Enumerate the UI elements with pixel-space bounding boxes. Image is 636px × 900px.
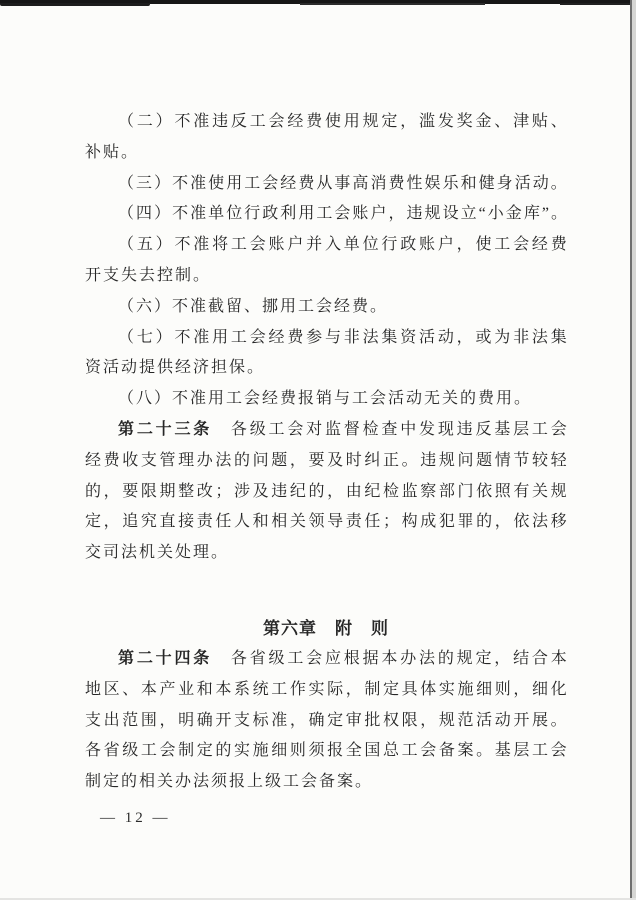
text-line-article-23: 第 二 十 三 条 各 级 工 会 对 监 督 检 查 中 发 现 违 反 基 层 工 会 [118, 420, 567, 438]
text-line-article-24: 第 二 十 四 条 各 省 级 工 会 应 根 据 本 办 法 的 规 定 ， 结 合 本 [118, 649, 567, 667]
text-line-item-6: （六）不准截留、挪用工会经费。 [118, 297, 389, 315]
text-line: 补贴。 [85, 143, 140, 161]
text-line: 地 区 、 本 产 业 和 本 系 统 工 作 实 际 ， 制 定 具 体 实 施 细 则 ， 细 化 [85, 680, 567, 698]
text-line-item-4: （ 四 ） 不 准 单 位 行 政 利 用 工 会 账 户 ， 违 规 设 立 “ 小 金 库 ” 。 [118, 205, 567, 223]
text-line: 支 出 范 围 ， 明 确 开 支 标 准 ， 确 定 审 批 权 限 ， 规 范 活 动 开 展 。 [85, 711, 567, 729]
document-body [85, 107, 567, 798]
scan-artifact-top-blob [560, 3, 636, 5]
scan-artifact-top-blob [300, 3, 485, 5]
text-line: 资活动提供经济担保。 [85, 359, 266, 377]
scan-artifact-right-strip [632, 0, 636, 900]
text-line: 制定的相关办法须报上级工会备案。 [85, 773, 374, 791]
chapter-heading: 第六章 附 则 [263, 618, 389, 638]
text-line: 开支失去控制。 [85, 266, 212, 284]
page-number: — 12 — [100, 810, 171, 826]
text-line: 各 省 级 工 会 制 定 的 实 施 细 则 须 报 全 国 总 工 会 备 案 。 基 层 工 会 [85, 742, 567, 760]
scan-artifact-top-blob [0, 3, 150, 6]
text-line: 的 ， 要 限 期 整 改 ； 涉 及 违 纪 的 ， 由 纪 检 监 察 部 门 依 照 有 关 规 [85, 482, 567, 500]
scan-artifact-right-edge [630, 0, 632, 900]
text-line-item-3: （ 三 ） 不 准 使 用 工 会 经 费 从 事 高 消 费 性 娱 乐 和 健 身 活 动 。 [118, 174, 567, 192]
text-line: 交司法机关处理。 [85, 544, 230, 562]
text-line-item-7: （ 七 ） 不 准 用 工 会 经 费 参 与 非 法 集 资 活 动 ， 或 为 非 法 集 [118, 328, 567, 346]
text-line: 定 ， 追 究 直 接 责 任 人 和 相 关 领 导 责 任 ； 构 成 犯 罪 的 ， 依 法 移 [85, 513, 567, 531]
text-line-item-5: （ 五 ） 不 准 将 工 会 账 户 并 入 单 位 行 政 账 户 ， 使 工 会 经 费 [118, 236, 567, 254]
text-line-item-8: （八）不准用工会经费报销与工会活动无关的费用。 [118, 390, 533, 408]
text-line-item-2: （ 二 ） 不 准 违 反 工 会 经 费 使 用 规 定 ， 滥 发 奖 金 、 津 贴 、 [118, 113, 567, 130]
text-line: 经 费 收 支 管 理 办 法 的 问 题 ， 要 及 时 纠 正 。 违 规 问 题 情 节 较 轻 [85, 451, 567, 469]
